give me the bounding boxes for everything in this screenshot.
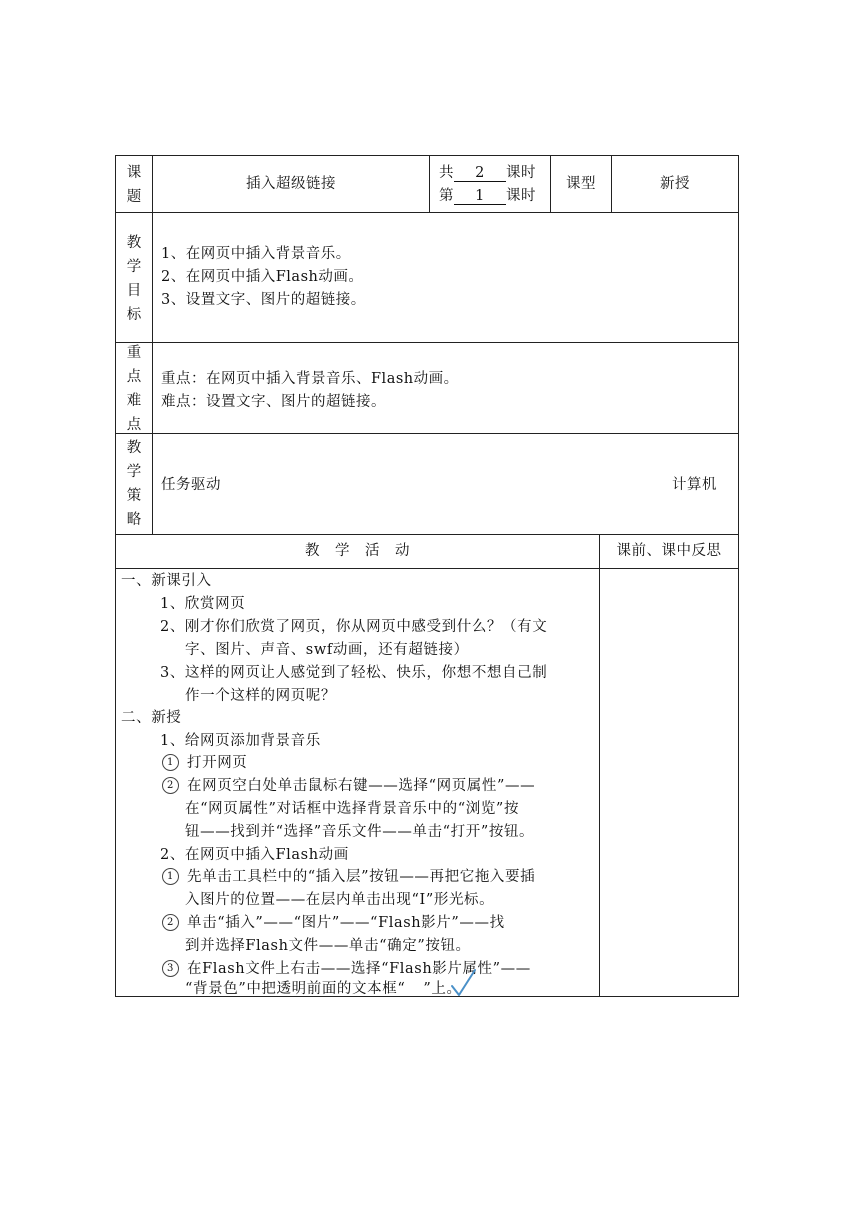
goal-item: 1、在网页中插入背景音乐。 (161, 246, 351, 262)
step-number-badge: 3 (162, 960, 179, 977)
reflection-title: 课前、课中反思 (616, 543, 722, 559)
label-column-divider (152, 155, 153, 535)
row-divider (115, 342, 739, 343)
topic-label: 课题 (126, 165, 142, 205)
key-point-item: 难点：设置文字、图片的超链接。 (161, 394, 386, 410)
step-number-badge: 2 (162, 777, 179, 794)
step-text-pre: “背景色”中把透明前面的文本框“ (185, 981, 406, 997)
step-continued: 在“网页属性”对话框中选择背景音乐中的“浏览”按 (185, 801, 520, 817)
type-value: 新授 (660, 176, 690, 192)
step-number-badge: 1 (162, 868, 179, 885)
strategy-label: 教学策略 (126, 440, 142, 528)
step-number-badge: 1 (162, 754, 179, 771)
table-border-left (115, 155, 116, 997)
goals-label: 教学目标 (126, 235, 142, 323)
list-item-continued: 作一个这样的网页呢？ (185, 688, 336, 704)
list-item: 2、刚才你们欣赏了网页，你从网页中感受到什么？（有文 (160, 619, 548, 635)
step-continued: 到并选择Flash文件——单击“确定”按钮。 (185, 938, 471, 954)
reflection-column-divider (599, 534, 600, 997)
header-divider (429, 155, 430, 213)
current-hour-value: 1 (454, 189, 506, 205)
step-number-badge: 2 (162, 914, 179, 931)
total-prefix: 共 (439, 165, 454, 181)
step-text: 打开网页 (187, 755, 248, 771)
row-divider (115, 212, 739, 213)
step-text-post: ”上。 (423, 981, 462, 997)
list-item: 3、这样的网页让人感觉到了轻松、快乐，你想不想自己制 (160, 665, 548, 681)
step-text: 单击“插入”——“图片”——“Flash影片”——找 (187, 915, 505, 931)
topic-value: 插入超级链接 (246, 176, 336, 192)
step-continued: 钮——找到并“选择”音乐文件——单击“打开”按钮。 (185, 824, 535, 840)
step-continued: 入图片的位置——在层内单击出现“I”形光标。 (185, 892, 495, 908)
step-text: 在网页空白处单击鼠标右键——选择“网页属性”—— (187, 778, 536, 794)
row-divider (115, 433, 739, 434)
goal-item: 2、在网页中插入Flash动画。 (161, 269, 364, 285)
total-hours-value: 2 (454, 166, 506, 182)
table-border-right (738, 155, 739, 997)
list-item: 2、在网页中插入Flash动画 (160, 847, 349, 863)
activity-title: 教 学 活 动 (305, 543, 410, 559)
step-item (162, 866, 535, 888)
step-text: 先单击工具栏中的“插入层”按钮——再把它拖入要插 (187, 869, 536, 885)
key-point-item: 重点：在网页中插入背景音乐、Flash动画。 (161, 371, 459, 387)
step-item (162, 775, 535, 797)
step-continued (185, 978, 462, 1000)
strategy-value: 任务驱动 (161, 477, 221, 493)
list-item: 1、给网页添加背景音乐 (160, 733, 321, 749)
goal-item: 3、设置文字、图片的超链接。 (161, 292, 366, 308)
section-1-title: 一、新课引入 (121, 573, 212, 589)
row-divider (115, 534, 739, 535)
step-text: 在Flash文件上右击——选择“Flash影片属性”—— (187, 961, 531, 977)
total-hours (439, 164, 536, 182)
step-item (162, 752, 247, 774)
key-points-label: 重点难点 (126, 345, 142, 433)
row-divider (115, 568, 739, 569)
type-label: 课型 (566, 176, 596, 192)
step-item (162, 912, 505, 934)
list-item: 1、欣赏网页 (160, 596, 246, 612)
current-suffix: 课时 (506, 188, 536, 204)
list-item-continued: 字、图片、声音、swf动画，还有超链接） (185, 642, 469, 658)
current-hour (439, 187, 536, 205)
total-suffix: 课时 (506, 165, 536, 181)
current-prefix: 第 (439, 188, 454, 204)
table-border-top (115, 155, 739, 156)
strategy-tool: 计算机 (672, 477, 717, 493)
section-2-title: 二、新授 (121, 710, 182, 726)
check-mark-icon (449, 968, 479, 1000)
